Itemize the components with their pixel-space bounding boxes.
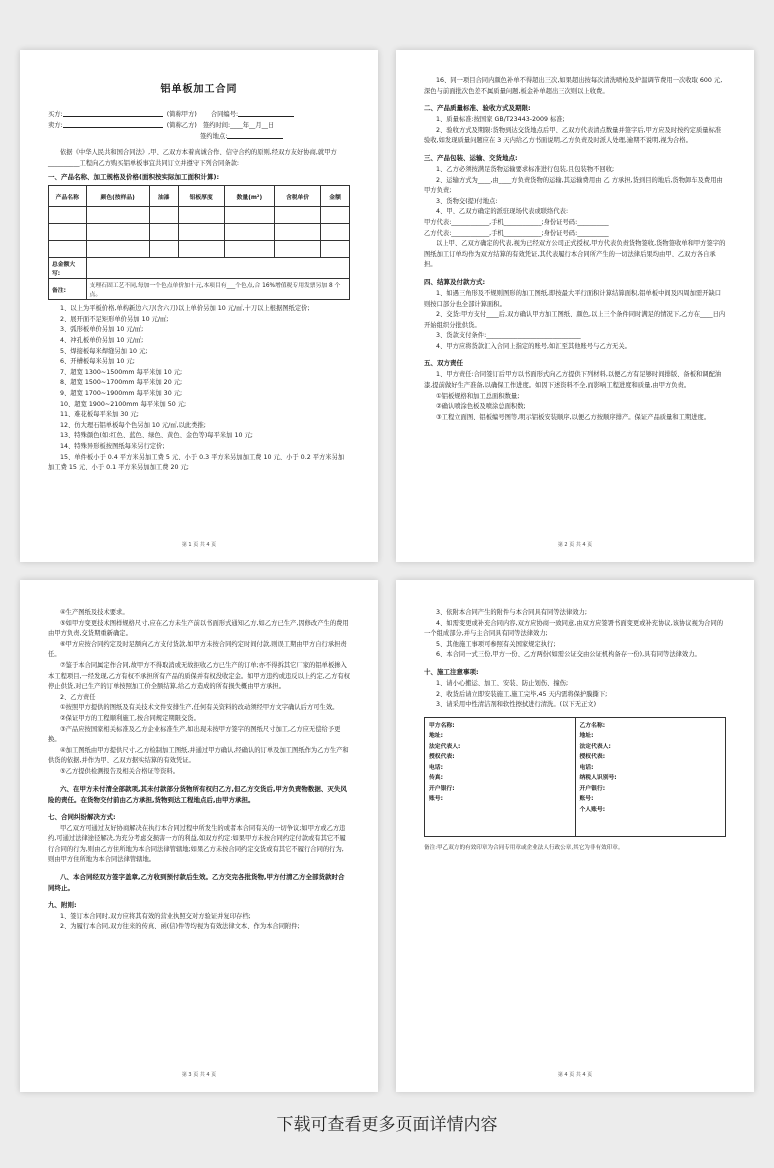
duty-item-3: ③工程立面图、铝板编号图等,明示铝板安装顺序,以便乙方按顺序排产。保证产品质量和工期进度。 xyxy=(436,413,711,421)
duty-line: ⑦鉴于本合同属定作合同,故甲方不得取消或无故拒收乙方已生产的订单;亦不得拆其它厂家的铝单板掺入本工程项目,一经发现,乙方有权不承担所有产品的质保并有权没收定金。如甲方违约或违反以上约定,乙方有权停止供货,对已生产的订单按照加工价全额结算,给乙方造成的所有损失概由甲方承担。 xyxy=(48,661,350,691)
party-b-field: 法定代表人: xyxy=(579,743,611,750)
party-a-field: 电话: xyxy=(429,764,443,771)
party-a-field: 账号: xyxy=(429,796,443,803)
item-5: 5、焊接板每米焊缝另加 10 元; xyxy=(60,347,148,355)
party-a-duty: 1、甲方责任:合同签订后甲方以书面形式向乙方提供下列材料,以便乙方有足够时间排版、备板和调配油漆,提前做好生产准备,以确保工作进度。如因下述资料不全,而影响工程进度和质量,由甲方负责。 xyxy=(424,371,722,390)
item-10: 10、超宽 1900~2100mm 每平米加 50 元; xyxy=(60,400,187,408)
appendix-4: 4、如需变更或补充合同内容,双方应协商一致同意,由双方应签署书面变更或补充协议,该协议视为合同的一个组成部分,并与主合同具有同等法律效力; xyxy=(424,619,724,638)
item-1: 1、以上为平板价格,单构新边六刀(含六刀)以上单价另加 10 元/㎡,十刀以上根据图纸定价; xyxy=(60,305,310,313)
duty-line: ⑤如甲方变更技术图样规格尺寸,应在乙方未生产前以书面形式通知乙方,如乙方已生产,因修改产生的费用由甲方负责,交货期重新确定。 xyxy=(48,619,349,638)
buyer-abbr: (简称甲方) xyxy=(166,111,197,118)
duty-line: ②保证甲方的工程顺利施工,按合同规定期限交货。 xyxy=(60,714,200,722)
dispute-text: 甲乙双方可通过友好协商解决在执行本合同过程中所发生的或者本合同有关的一切争议;如甲方或乙方违约,可通过法律途径解决,为充分考虑交损害一方的利益,如双方约定:如果甲方未按合同约定付款或有其它不履行合同的行为,则由乙方住所地为本合同法律管辖地;如果乙方未按合同约定交货或有其它不履行合同的行为,则由甲方住所地为本合同法律管辖地。 xyxy=(48,824,346,864)
item-4: 4、冲孔板单价另加 10 元/㎡; xyxy=(60,336,144,344)
duty-line: ①按照甲方提供的图纸及有关技术文件安排生产,任何有关资料的改动须经甲方文字确认后方可生效。 xyxy=(60,704,339,712)
table-row xyxy=(49,207,350,224)
price-table xyxy=(48,185,350,300)
page-footer: 第 1 页 共 4 页 xyxy=(181,542,217,548)
duty-item-2: ②确认喷涂色板及喷涂总面积数; xyxy=(436,403,526,411)
seal-remark: 备注:甲乙双方的有效印章为合同专用章或企业法人行政公章,其它为非有效印章。 xyxy=(424,844,624,851)
party-b-rep: 乙方代表:____________,手机____________;身份证号码:__________ xyxy=(424,229,609,237)
clause-16: 16、同一项目合同内颜色补单不得超出三次,如果超出按每次清洗喷枪及炉温调节费用一次收取 600 元,深色与前面批次色差不属质量问题,板金补单超出三次则以上收费。 xyxy=(424,77,723,95)
table-header: 油漆 xyxy=(149,186,178,207)
party-a-field: 开户银行: xyxy=(429,785,455,792)
note-text: 支理石固工艺不同,每加一个色点单价加十元,本项目有___个色点,合 16%增值税专用发票另加 8 个点。 xyxy=(86,279,349,300)
item-11: 11、难花板每平米加 30 元; xyxy=(60,411,139,419)
notice-1: 1、请小心搬运、加工、安装、防止划伤、撞伤; xyxy=(436,679,569,687)
sign-place-row xyxy=(200,131,350,142)
page-footer: 第 4 页 共 4 页 xyxy=(557,1072,593,1078)
table-row xyxy=(49,224,350,241)
appendix-1: 1、签订本合同时,双方应将其有效的营业执照交对方验证并复印存档; xyxy=(60,912,251,920)
duty-line: ④生产图纸及技术要求。 xyxy=(60,609,129,616)
party-b-field: 授权代表: xyxy=(579,754,606,761)
contract-page-4 xyxy=(396,580,754,1092)
signature-table xyxy=(424,717,726,837)
party-b-block xyxy=(575,718,726,836)
section-2-heading: 二、产品质量标准、验收方式及期限: xyxy=(424,104,531,113)
party-a-field: 传真: xyxy=(429,775,443,782)
contract-page-1 xyxy=(20,50,378,562)
transport-terms: 2、运输方式为____,由____方负责货物的运输,其运输费用由 乙 方承担,货到目的地后,货物卸车及费用由甲方负责; xyxy=(424,176,723,195)
party-a-block xyxy=(425,718,575,836)
total-label: 总金额大写: xyxy=(49,258,87,279)
party-a-field: 地址: xyxy=(429,733,443,740)
party-b-field: 乙方名称: xyxy=(579,722,606,729)
party-a-field: 法定代表人: xyxy=(429,743,461,750)
appendix-2: 2、为履行本合同,双方往来的传真、函(信)件等均视为有效法律文本、作为本合同附件; xyxy=(60,923,300,931)
table-header: 产品名称 xyxy=(49,186,87,207)
party-a-rep: 甲方代表:____________,手机____________;身份证号码:__________ xyxy=(424,218,609,226)
party-b-field: 个人账号: xyxy=(579,806,606,813)
sign-place-label: 签约地点: xyxy=(200,133,228,140)
sign-date-blank: ____年__月__日 xyxy=(230,122,275,129)
note-label: 备注: xyxy=(49,279,87,300)
representatives: 4、甲、乙双方确定的派驻现场代表或联络代表: xyxy=(436,208,569,216)
settlement-1: 1、如遇三角形及不规则图形的加工图纸,即按最大平行面积计算结算面积,铝单板中间及四周加需开缺口则按口部分也全部计算面积。 xyxy=(424,289,722,308)
page-footer: 第 3 页 共 4 页 xyxy=(181,1072,217,1078)
item-13: 13、特殊颜色(如:红色、蓝色、绿色、黄色、金色等)每平米加 10 元; xyxy=(60,432,253,440)
party-b-field: 账号: xyxy=(579,796,594,803)
section-3-heading: 三、产品包装、运输、交货地点: xyxy=(424,153,518,162)
contract-page-3 xyxy=(20,580,378,1092)
rep-note: 以上甲、乙双方确定的代表,视为已经双方公司正式授权,甲方代表负责货物签收,货物签收单和甲方签字的图纸加工订单均作为双方结算的有效凭证,其代表履行本合同所产生的一切法律后果均由甲、乙双方各自承担。 xyxy=(424,240,726,269)
appendix-3: 3、依附本合同产生的附件与本合同具有同等法律效力; xyxy=(436,609,587,616)
page-footer: 第 2 页 共 4 页 xyxy=(557,542,593,548)
duty-line: ⑤乙方提供检测报告及相关合格证等资料。 xyxy=(60,767,179,775)
contract-page-2 xyxy=(396,50,754,562)
seller-row xyxy=(48,120,350,131)
item-12: 12、仿大理石铝单板每个色另加 10 元/㎡,以此类推; xyxy=(60,421,206,429)
appendix-5: 5、其他施工事项可参照有关国家规定执行; xyxy=(436,640,556,648)
delivery-place: 3、货物交(提)付地点: xyxy=(436,197,498,205)
sign-place-blank xyxy=(227,131,283,139)
seller-blank xyxy=(63,120,163,128)
contract-title: 铝单板加工合同 xyxy=(160,84,238,95)
total-row xyxy=(49,258,350,279)
seller-abbr: (简称乙方) xyxy=(166,122,197,129)
duty-item-1: ①铝板规格和加工总面积数量; xyxy=(436,392,520,400)
contract-intro: 依据《中华人民共和国合同法》,甲、乙双方本着真诚合作、信守合约的原则,经双方友好协商,就甲方__________工程向乙方购买铝单板事宜共同订立并遵守下列合同条款: xyxy=(48,149,337,167)
table-header: 金额 xyxy=(321,186,350,207)
duty-line: ④加工图纸由甲方提供尺寸,乙方检制加工图纸,并通过甲方确认,经确认的订单及加工图纸作为乙方生产和供货的依据,并作为甲、乙双方据实结算的有效凭证。 xyxy=(48,746,349,765)
party-b-field: 电话: xyxy=(579,764,594,771)
inspection-terms: 2、验收方式及期限:货物到达交货地点后甲、乙双方代表清点数量并签字后,甲方应及时按约定质量标准验收,如发现质量问题应在 3 天内给乙方书面说明,乙方负责及时派人处理,逾期不说明,视为合格。 xyxy=(424,126,722,145)
table-row xyxy=(49,241,350,258)
section-8-heading: 八、本合同经双方签字盖章,乙方收到预付款后生效。乙方交完各批货物,甲方付清乙方全部货款时合同终止。 xyxy=(48,872,345,892)
duty-line: ③产品应按国家相关标准及乙方企业标准生产,如出现未按甲方签字的图纸尺寸加工,乙方应无偿给予更换。 xyxy=(48,725,341,744)
duty-line: ⑥甲方应按合同约定及时足额向乙方支付货款,如甲方未按合同约定时间付款,则误工期由甲方自行承担责任。 xyxy=(48,640,347,659)
item-2: 2、展开面不足矩形单价另加 10 元/㎡; xyxy=(60,315,169,323)
party-b-field: 地址: xyxy=(579,733,594,740)
party-a-field: 授权代表: xyxy=(429,754,455,761)
section-7-heading: 七、合同纠纷解决方式: xyxy=(48,812,116,821)
notice-3: 3、请采用中性清洁剂和软性擦拭进行清洗。(以下无正文) xyxy=(436,701,597,709)
buyer-row xyxy=(48,109,350,120)
table-header: 含税单价 xyxy=(274,186,320,207)
item-14: 14、特殊异形板按图纸每米另行定价; xyxy=(60,442,165,450)
settlement-4: 4、甲方应将货款汇入合同上指定的账号,如汇至其他账号与乙方无关。 xyxy=(436,342,631,350)
appendix-6: 6、本合同一式三份,甲方一份、乙方两份(如需公证交由公证机构备存一份),具有同等法律效力。 xyxy=(436,651,701,659)
section-4-heading: 四、结算及付款方式: xyxy=(424,277,486,286)
section-1-heading: 一、产品名称、加工规格及价格(面积按实际加工面积计算): xyxy=(48,173,220,182)
quality-standard: 1、质量标准:按国家 GB/T23443-2009 标准; xyxy=(436,116,565,124)
contract-no-blank xyxy=(238,109,294,117)
sign-date-label: 签约时间: xyxy=(202,122,231,129)
item-7: 7、超宽 1300~1500mm 每平米加 10 元; xyxy=(60,368,183,376)
section-10-heading: 十、施工注意事项: xyxy=(424,667,479,676)
section-9-heading: 九、附则: xyxy=(48,900,77,909)
packaging-terms: 1、乙方必须按满足货物运输要求标准进行包装,且包装物不回收; xyxy=(436,165,615,173)
section-5-heading: 五、双方责任 xyxy=(424,359,463,368)
item-15: 15、单件板小于 0.4 平方米另加工费 5 元、小于 0.3 平方米另加加工费 10 元、小于 0.2 平方米另加加工费 15 元、小于 0.1 平方米另加加工费 20 元; xyxy=(48,453,345,472)
seller-label: 卖方: xyxy=(48,122,63,129)
party-a-field: 甲方名称: xyxy=(429,722,455,729)
item-9: 9、超宽 1700~1900mm 每平米加 30 元; xyxy=(60,389,183,397)
item-6: 6、开槽板每米另加 10 元; xyxy=(60,358,135,366)
notice-2: 2、收货后请立即安装施工,施工完毕,45 天内需将保护膜撕下; xyxy=(436,690,608,698)
table-header: 数量(m²) xyxy=(224,186,274,207)
item-3: 3、弧形板单价另加 10 元/㎡; xyxy=(60,326,144,334)
settlement-2: 2、交货:甲方支付____后,双方确认甲方加工图纸、颜色,以上三个条件同时满足的情况下,乙方在____日内开始组织分批供货。 xyxy=(424,311,726,329)
party-b-field: 纳税人识别号: xyxy=(579,775,617,782)
note-row xyxy=(49,279,350,300)
table-header: 颜色(按样品) xyxy=(86,186,149,207)
party-b-field: 开户银行: xyxy=(579,785,606,792)
duty-line: 2、乙方责任 xyxy=(60,693,96,701)
download-more-link[interactable]: 下载可查看更多页面详情内容 xyxy=(276,1115,498,1135)
buyer-blank xyxy=(63,109,163,117)
settlement-3: 3、货款支付条件:______________________________ xyxy=(436,332,581,340)
section-6-heading: 六、在甲方未付清全部款项,其未付款部分货物所有权归乙方,但乙方交货后,甲方负责物数据、灭失风险的责任。在货物交付前由乙方承担,货物到达工程地点后,由甲方承担。 xyxy=(48,784,347,804)
table-header: 铝板厚度 xyxy=(178,186,224,207)
item-8: 8、超宽 1500~1700mm 每平米加 20 元; xyxy=(60,379,183,387)
buyer-label: 买方: xyxy=(48,111,63,118)
contract-no-label: 合同编号: xyxy=(210,111,239,118)
